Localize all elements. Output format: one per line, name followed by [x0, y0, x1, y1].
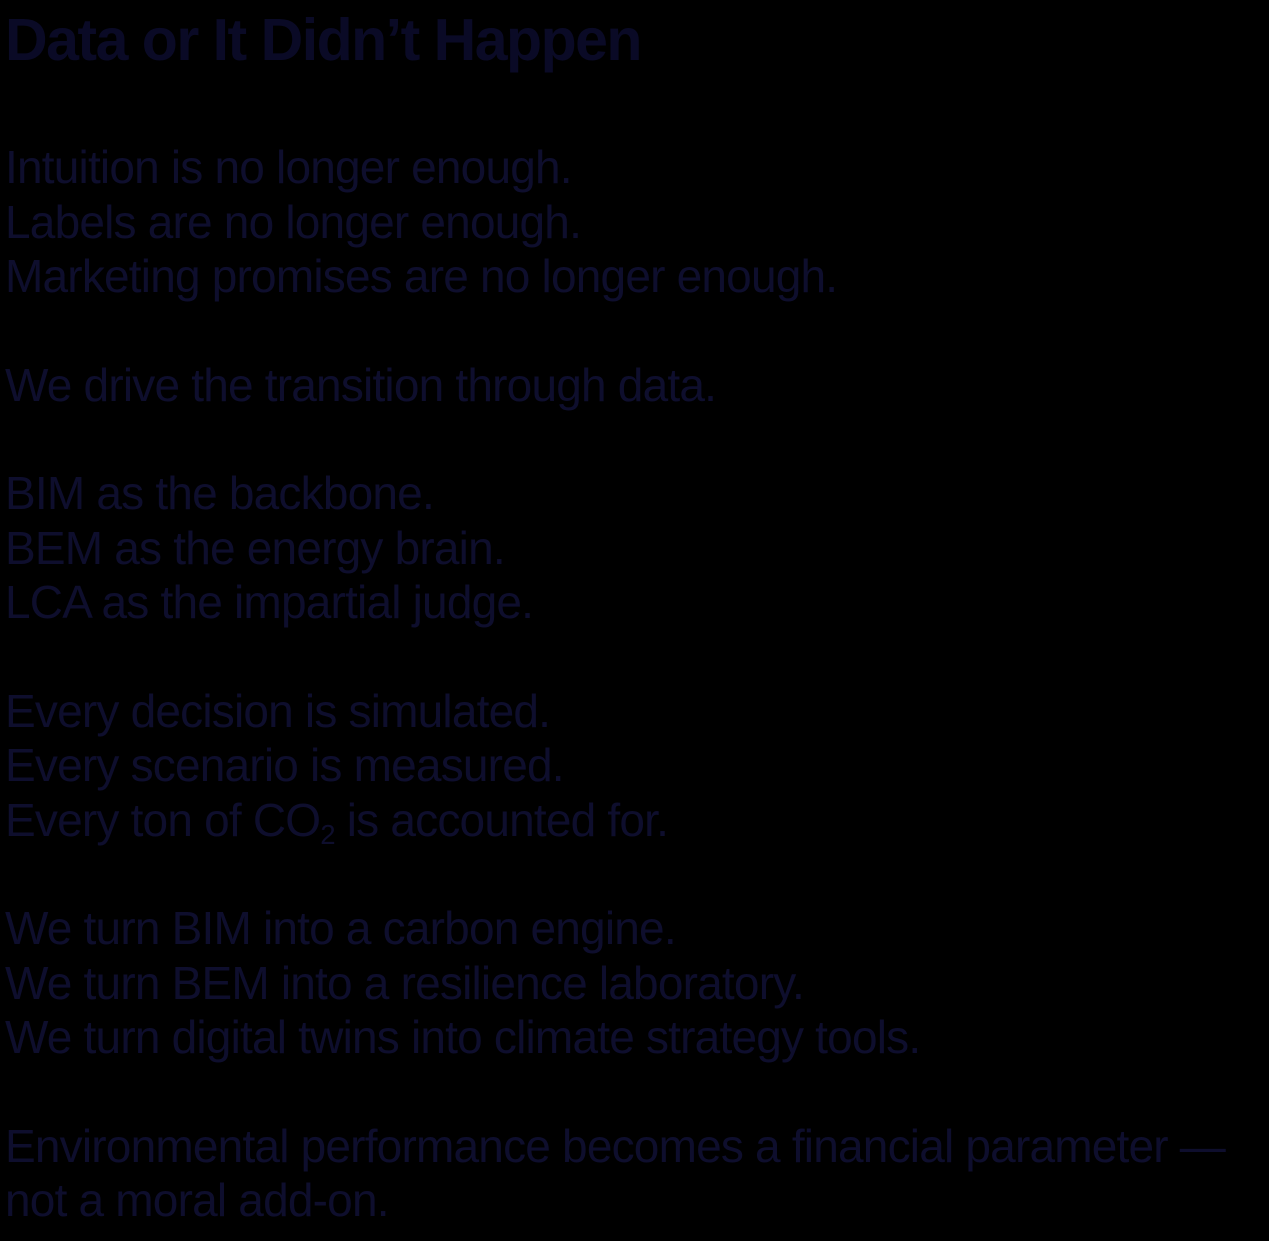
co2-line-post: is accounted for. — [334, 793, 669, 846]
body-line: Environmental performance becomes a financial parameter — — [5, 1119, 1226, 1172]
body-line: LCA as the impartial judge. — [5, 576, 534, 628]
paragraph-we-turn — [5, 901, 1269, 1065]
co2-subscript: 2 — [320, 819, 335, 851]
paragraph-drive-transition — [5, 358, 1269, 413]
co2-line-pre: Every ton of CO — [5, 793, 321, 846]
paragraph-every-decision — [5, 684, 1269, 851]
body-line: We drive the transition through data. — [5, 358, 717, 411]
body-line: Every decision is simulated. — [5, 684, 551, 737]
body-line: BEM as the energy brain. — [5, 521, 505, 574]
page-title: Data or It Didn’t Happen — [5, 7, 641, 73]
body-line: We turn digital twins into climate strategy tools. — [5, 1011, 921, 1063]
body-line: Marketing promises are no longer enough. — [5, 250, 838, 302]
body-line: Intuition is no longer enough. — [5, 141, 572, 193]
body-line: We turn BEM into a resilience laboratory. — [5, 956, 804, 1009]
body-line: not a moral add-on. — [5, 1174, 389, 1226]
paragraph-bim-bem-lca — [5, 466, 1269, 630]
body-line: BIM as the backbone. — [5, 467, 434, 519]
body-line: Labels are no longer enough. — [5, 195, 582, 248]
paragraph-environmental-performance — [5, 1119, 1269, 1228]
body-line: We turn BIM into a carbon engine. — [5, 902, 676, 954]
paragraph-no-longer-enough — [5, 140, 1269, 304]
body-line-co2 — [5, 793, 1269, 851]
body-line: Every scenario is measured. — [5, 739, 564, 791]
